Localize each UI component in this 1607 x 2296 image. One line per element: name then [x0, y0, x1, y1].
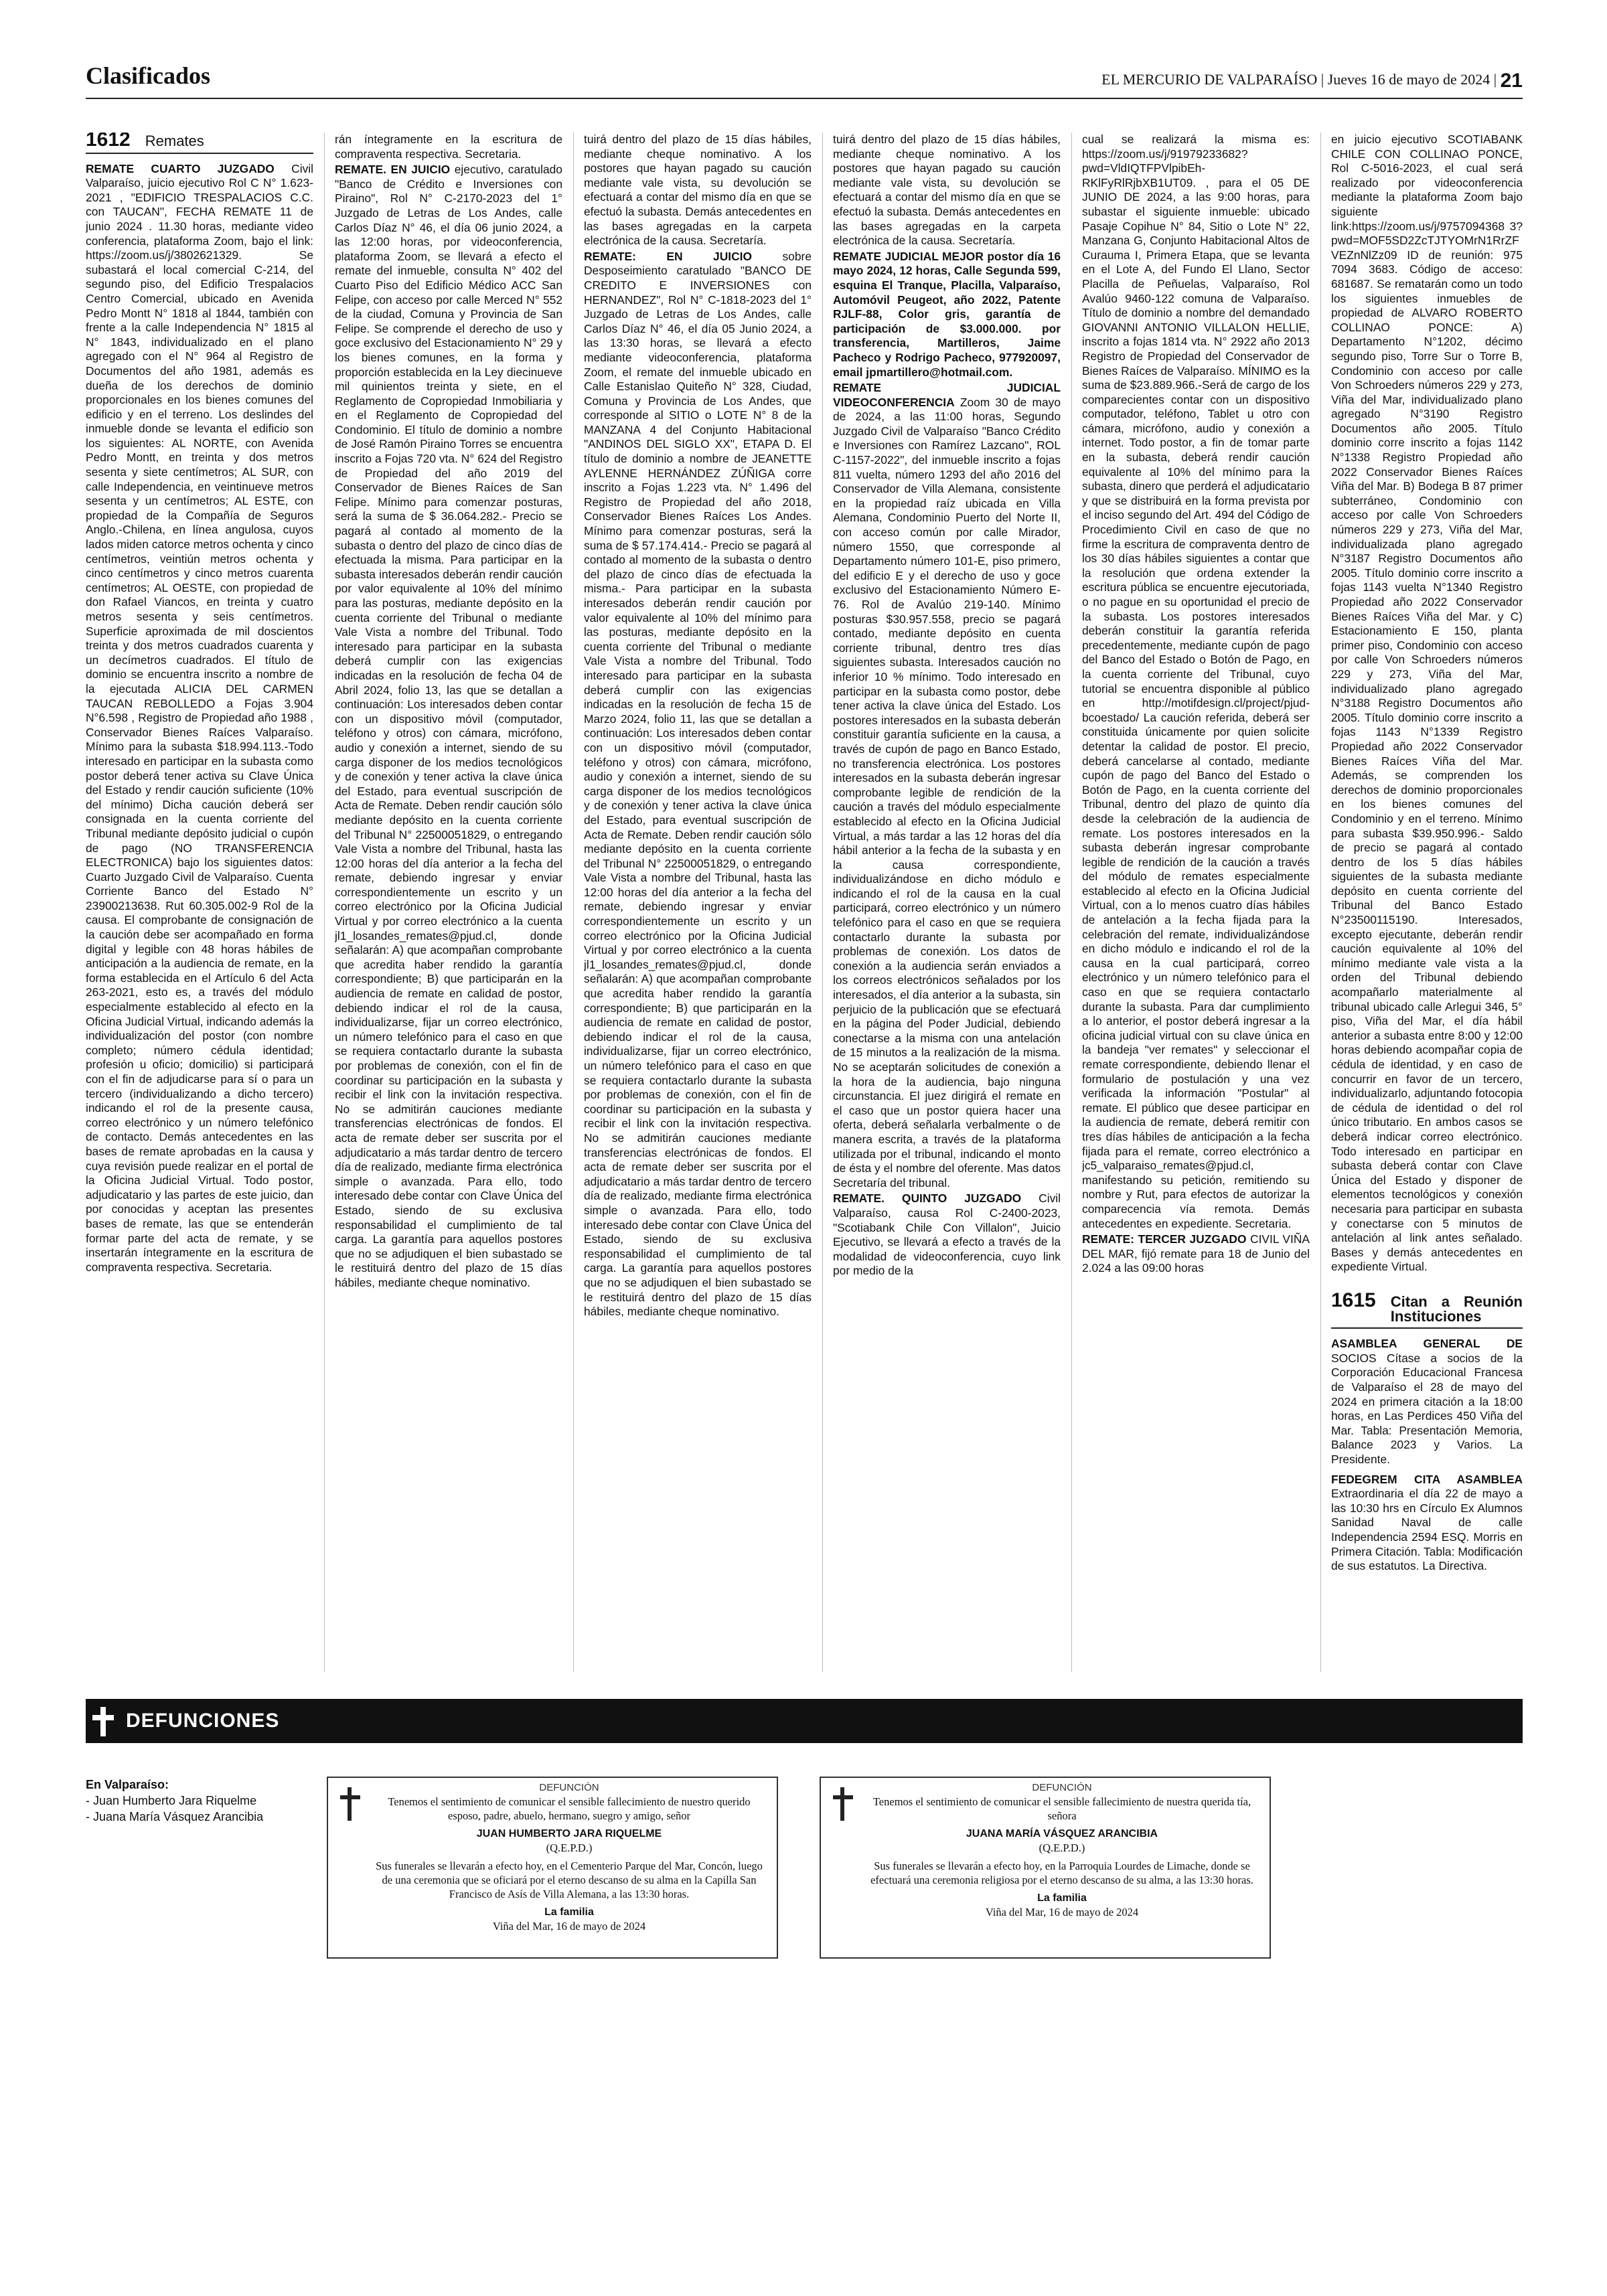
- ad-body: rán íntegramente en la escritura de compraventa respectiva. Secretaria.: [335, 133, 562, 161]
- notice-label: DEFUNCIÓN: [539, 1782, 599, 1793]
- section-name: Remates: [145, 133, 204, 149]
- section-number: 1612: [86, 133, 131, 151]
- classified-ad-continued: [335, 133, 562, 161]
- notice-intro: Tenemos el sentimiento de comunicar el sensible fallecimiento de nuestro querido esposo, padre, abuelo, hermano, suegro y amigo, señor: [388, 1795, 751, 1822]
- column-1: [86, 133, 313, 1672]
- classified-ad: [833, 1192, 1061, 1279]
- column-2: [335, 133, 562, 1672]
- section-title: Clasificados: [86, 62, 211, 89]
- section-number: 1615: [1331, 1289, 1376, 1311]
- ad-body: Civil Valparaíso, causa Rol C-2400-2023, "Scotiabank Chile Con Villalon", Juicio Ejecutivo, se llevará a efecto a través de la modalidad de videoconferencia, cuyo link por medio de la: [833, 1192, 1061, 1278]
- column-3: [584, 133, 812, 1672]
- page-number: 21: [1500, 70, 1523, 92]
- ad-body: cual se realizará la misma es: https://zoom.us/j/91979233682?pwd=VldIQTFPVlpibEh-RKlFyRlRjbXB1UT09. , para el 05 DE JUNIO DE 2024, a las 9:00 horas, para subastar el siguiente inmueble: ubicado Pasaje Copihue N° 84, Sitio o Lote N° 22, Manzana G, Conjunto Habitacional Altos de Curaumа I, Primera Etapa, que se levanta en el Lote A, del Fundo El Llano, Sector Placilla de Peñuelas, Valparaíso, Rol Avalúo 9460-122 comuna de Valparaíso. Título de dominio a nombre del demandado GIOVANNI ANTONIO VILLALON HELLIE, inscrito a fojas 1814 vta. N° 2922 año 2013 Registro de Propiedad del Conservador de Bienes Raíces de Valparaíso. MÍNIMO es la suma de $23.889.966.-Será de cargo de los comparecientes contar con un dispositivo computador, teléfono, Tablet u otro con cámara, micrófono, audio y conexión a internet. Todo postor, a fin de tomar parte en la subasta, deberá rendir caución equivalente al 10% del mínimo para la subasta, dinero que perderá el adjudicatario y que se distribuirá en la forma prevista por el inciso segundo del Art. 494 del Código de Procedimiento Civil en caso de que no firme la escritura de compraventa dentro de los 30 días hábiles siguientes a contar que la resolución que ordena extender la escritura pública se encuentre ejecutoriada, o no pague en su oportunidad el precio de la subasta. Los postores interesados deberán constituir la garantía referida precedentemente, mediante cupón de pago del Banco del Estado o Botón de Pago, en la cuenta corriente del Tribunal, cuyo tutorial se encuentra disponible al público en http://motifdesign.cl/project/pjud-bcoestado/ La caución referida, deberá ser constituida únicamente por quien solicite detentar la calidad de postor. El precio, deberá cancelarse al contado, mediante cupón de pago del Banco del Estado o Botón de Pago, en la cuenta corriente del Tribunal, dentro del plazo de quinto día desde la celebración de la audiencia de remate. Los postores interesados en la subasta deberán ingresar comprobante legible de rendición de la caución a través del módulo de remates especialmente establecido al efecto en la Oficina Judicial Virtual, con a lo menos cuatro días hábiles de antelación a la fecha fijada para la celebración del remate, individualizándose en dicho módulo e indicando el rol de la causa en la cual participará, correo electrónico y un número telefónico para el caso en que se requiera contactarlo durante la subasta. Para dar cumplimiento a lo anterior, el postor deberá ingresar a la oficina judicial virtual con su clave única en la bandeja "ver remates" y seleccionar el remate correspondiente, debiendo llenar el formulario de postulación y una vez verificada la información "Postular" al remate. El público que desee participar en la audiencia de remate, deberá remitir con tres días hábiles de anticipación a la fecha fijada para el remate, correo electrónico a jc5_valparaiso_remates@pjud.cl, manifestando su petición, remitiendo su nombre y Rut, para efectos de autorizar la comparecencia vía remota. Demás antecedentes en expediente. Secretaria.: [1082, 133, 1310, 1230]
- newspaper-page: [86, 58, 1523, 1933]
- citation-ad: [1331, 1473, 1523, 1574]
- notice-place-date: Viña del Mar, 16 de mayo de 2024: [985, 1906, 1139, 1918]
- ad-headline: FEDEGREM CITA ASAMBLEA: [1331, 1472, 1523, 1486]
- ad-body: tuirá dentro del plazo de 15 días hábiles, mediante cheque nominativo. A los postores que hayan pagado su caución mediante vale vista, su devolución se efectuará a contar del mismo día en que se efectuó la subasta. Demás antecedentes en las bases agregadas en la carpeta electrónica de la causa. Secretaría.: [584, 133, 812, 248]
- column-divider: [324, 133, 325, 1672]
- defunciones-title: DEFUNCIONES: [126, 1710, 280, 1732]
- section-1615-header: [1331, 1289, 1523, 1329]
- notice-intro: Tenemos el sentimiento de comunicar el sensible fallecimiento de nuestra querida tía, señora: [872, 1795, 1251, 1822]
- deceased-name: - Juana María Vásquez Arancibia: [86, 1810, 264, 1823]
- column-divider: [1071, 133, 1072, 1672]
- ad-headline: REMATE: TERCER JUZGADO: [1082, 1232, 1247, 1246]
- section-1612-header: [86, 133, 313, 154]
- paper-name-date: EL MERCURIO DE VALPARAÍSO | Jueves 16 de mayo de 2024 |: [1101, 71, 1497, 88]
- ad-body: ejecutivo, caratulado "Banco de Crédito e Inversiones con Piraino", Rol N° C-2170-2023 del 1° Juzgado de Letras de Los Andes, calle Carlos Díaz N° 46, el día 06 junio 2024, a las 12:00 horas, por videoconferencia, plataforma Zoom, se llevará a efecto el remate del inmueble, consulta N° 402 del Cuarto Piso del Edificio Médico ACC San Felipe, con acceso por calle Merced N° 552 de la ciudad, Comuna y Provincia de San Felipe. Se comprende el derecho de uso y goce exclusivo del Estacionamiento N° 29 y los bienes comunes, en la forma y proporción establecida en la Ley diecinueve mil quinientos treinta y siete, en el Reglamento de Copropiedad Inmobiliaria y en el Reglamento de Copropiedad del Condominio. El título de dominio a nombre de José Ramón Piraino Torres se encuentra inscrito a Fojas 720 vta. N° 624 del Registro de Propiedad del año 2019 del Conservador de Bienes Raíces de San Felipe. Mínimo para comenzar posturas, será la suma de $ 36.064.282.- Precio se pagará al contado al momento de la subasta o dentro del plazo de cinco días de efectuada la misma. Para participar en la subasta interesados deberán rendir caución por valor equivalente al 10% del mínimo para las posturas, mediante depósito en la cuenta corriente del Tribunal o mediante Vale Vista a nombre del Tribunal. Todo interesado para participar en la subasta deberá cumplir con las exigencias indicadas en la resolución de fecha 04 de Abril 2024, folio 13, las que se detallan a continuación: Los interesados deben contar con un dispositivo móvil (computador, teléfono y otros) con cámara, micrófono, audio y conexión a internet, siendo de su carga disponer de los medios tecnológicos y de conexión y tener activa la clave única del Estado, para eventual suscripción de Acta de Remate. Deben rendir caución sólo mediante depósito en la cuenta corriente del Tribunal N° 22500051829, o entregando Vale Vista a nombre del Tribunal, hasta las 12:00 horas del día anterior a la fecha del remate, debiendo ingresar y enviar correspondientemente un escrito y un correo electrónico por la Oficina Judicial Virtual y por correo electrónico a la cuenta jl1_losandes_remates@pjud.cl, donde señalarán: A) que acompañan comprobante que acredita haber rendido la garantía correspondiente; B) que participarán en la audiencia de remate en calidad de postor, debiendo indicar el rol de la causa, individualizarse, fijar un correo electrónico, un número telefónico para el caso en que se requiera contactarlo durante la subasta por problemas de conexión, con el fin de coordinar su participación en la subasta y recibir el link con la invitación respectiva. No se admitirán cauciones mediante transferencias electrónicas de fondos. El acta de remate deber ser suscrita por el adjudicatario a más tardar dentro de tercero día de realizado, mediante firma electrónica simple o avanzada. Para ello, todo interesado debe contar con Clave Única del Estado, siendo de su exclusiva responsabilidad el cumplimiento de tal carga. La garantía para aquellos postores que no se adjudiquen el bien subastado se le restituirá dentro del plazo de 15 días hábiles, mediante cheque nominativo.: [335, 163, 562, 1289]
- ad-body: en juicio ejecutivo SCOTIABANK CHILE CON COLLINAO PONCE, Rol C-5016-2023, el cual será realizado por videoconferencia mediante la plataforma Zoom bajo siguiente link:https://zoom.us/j/9757094368 3?pwd=MOF5SD2ZcTJTYOMrN1RrZF VEZnNlZz09 ID de reunión: 975 7094 3683. Código de acceso: 681687. Se rematarán como un todo los siguientes inmuebles de propiedad de ALVARO ROBERTO COLLINAO PONCE: A) Departamento N°1202, décimo segundo piso, Torre Sur o Torre B, Condominio con acceso por calle Von Schroeders números 229 y 273, Viña del Mar, individualizado plano agregado N°3190 Registro Documentos año 2005. Título dominio corre inscrito a fojas 1142 N°1338 Registro Propiedad año 2022 Conservador Bienes Raíces Viña del Mar. B) Bodega B 87 primer subterráneo, Condominio con acceso por calle Von Schroeders números 229 y 273, Viña del Mar, individualizada plano agregado N°3187 Registro Documentos año 2005. Título dominio corre inscrito a fojas 1143 vuelta N°1340 Registro Propiedad año 2022 Conservador Bienes Raíces Viña del Mar. y C) Estacionamiento E 150, planta primer piso, Condominio con acceso por calle Von Schroeders números 229 y 273, Viña del Mar, individualizado plano agregado N°3188 Registro Documentos año 2005. Título dominio corre inscrito a fojas 1143 N°1339 Registro Propiedad año 2022 Conservador Bienes Raíces Viña del Mar. Además, se comprenden los derechos de dominio proporcionales en los bienes comunes del Condominio y en el terreno. Mínimo para subasta $39.950.996.- Saldo de precio se pagará al contado dentro de los 5 días hábiles siguientes de la subasta mediante depósito en cuenta corriente del Tribunal del Banco Estado N°23500115190. Interesados, excepto ejecutante, deberán rendir caución equivalente al 10% del mínimo mediante vale vista a la orden del Tribunal debiendo acompañarlo materialmente al tribunal ubicado calle Arlegui 346, 5° piso, Viña del Mar, el día hábil anterior a subasta entre 8:00 y 12:00 horas debiendo acompañar copia de cédula de identidad, y en caso de concurrir en favor de un tercero, individualizarlo, adjuntando fotocopia de cédula de identidad o del rol único tributario. En ambos casos se deberá indicar correo electrónico. Todo interesado en participar en subasta deberá contar con Clave Única del Estado y disponer de elementos tecnológicos y conexión necesaria para participar en subasta y conectarse con 5 minutos de antelación al link antes señalado. Bases y demás antecedentes en expediente Virtual.: [1331, 133, 1523, 1274]
- citation-ad: [1331, 1337, 1523, 1467]
- column-divider: [1320, 133, 1321, 1672]
- classified-ad-continued: [1331, 133, 1523, 1284]
- death-notice: [820, 1777, 1271, 1959]
- notice-signature: La familia: [544, 1906, 594, 1918]
- classified-ad: [833, 381, 1061, 1190]
- classified-ad-continued: [1082, 133, 1310, 1231]
- column-divider: [822, 133, 823, 1672]
- ad-headline: REMATE. EN JUICIO: [335, 163, 451, 177]
- column-5: [1082, 133, 1310, 1672]
- deceased-list: [86, 1777, 313, 1825]
- ad-headline: REMATE JUDICIAL MEJOR postor día 16 mayo 2024, 12 horas, Calle Segunda 599, esquina El Tranque, Placilla, Valparaíso, Automóvil Peugeot, año 2022, Patente RJLF-88, Color gris, garantía de participación de $3.000.000. por transferencia, Martilleros, Jaime Pacheco y Rodrigo Pacheco, 977920097, email jpmartillero@hotmail.com.: [833, 249, 1061, 379]
- notice-signature: La familia: [1037, 1892, 1087, 1904]
- defunciones-banner: [86, 1699, 1523, 1743]
- ad-body: CIVIL VIÑA DEL MAR, fijó remate para 18 de Junio del 2.024 a las 09:00 horas: [1082, 1232, 1310, 1275]
- deceased-city: En Valparaíso:: [86, 1778, 169, 1791]
- paper-dateline: [1101, 67, 1523, 90]
- ad-headline: REMATE. QUINTO JUZGADO: [833, 1192, 1022, 1206]
- ad-headline: REMATE: EN JUICIO: [584, 249, 753, 263]
- notice-deceased-name: JUANA MARÍA VÁSQUEZ ARANCIBIA: [966, 1828, 1158, 1839]
- cross-icon: [339, 1787, 362, 1821]
- classified-ad: [86, 162, 313, 1275]
- masthead: [86, 58, 1523, 99]
- ad-headline: ASAMBLEA GENERAL DE: [1331, 1337, 1523, 1351]
- ad-body: Extraordinaria el día 22 de mayo a las 10:30 hrs en Círculo Ex Alumnos Sanidad Naval de calle Independencia 2594 ESQ. Morris en Primera Citación. Tabla: Modificación de sus estatutos. La Directiva.: [1331, 1487, 1523, 1573]
- notice-qepd: (Q.E.P.D.): [1039, 1841, 1085, 1854]
- column-4: [833, 133, 1061, 1672]
- notice-place-date: Viña del Mar, 16 de mayo de 2024: [492, 1920, 646, 1933]
- ad-body: sobre Desposeimiento caratulado "BANCO DE CREDITO E INVERSIONES con HERNANDEZ", Rol N° C-1818-2023 del 1° Juzgado de Letras de Los Andes, calle Carlos Díaz N° 46, el día 05 Junio 2024, a las 13:30 horas, se llevará a efecto mediante videoconferencia, plataforma Zoom, el remate del inmueble ubicado en Calle Estanislao Quiteño N° 328, Ciudad, Comuna y Provincia de Los Andes, que corresponde al SITIO o LOTE N° 8 de la MANZANA 4 del Conjunto Habitacional "ANDINOS DEL SIGLO XX", ETAPA D. El título de dominio a nombre de JEANETTE AYLENNE HERNÁNDEZ ZÚÑIGA corre inscrito a Fojas 1.223 vta. N° 1.496 del Registro de Propiedad del año 2018, Conservador Bienes Raíces Los Andes. Mínimo para comenzar posturas, será la suma de $ 57.174.414.- Precio se pagará al contado al momento de la subasta o dentro del plazo de cinco días de efectuada la misma.- Para participar en la subasta interesados deberán rendir caución por valor equivalente al 10% del mínimo para las posturas, mediante depósito en la cuenta corriente del Tribunal o mediante Vale Vista a nombre del Tribunal. Todo interesado para participar en la subasta deberá cumplir con las exigencias indicadas en la resolución de fecha 15 de Marzo 2024, folio 11, las que se detallan a continuación: Los interesados deben contar con un dispositivo móvil (computador, teléfono y otros) con cámara, micrófono, audio y conexión a internet, siendo de su carga disponer de los medios tecnológicos y de conexión y tener activa la clave única del Estado, para eventual suscripción de Acta de Remate. Deben rendir caución sólo mediante depósito en la cuenta corriente del Tribunal N° 22500051829, o entregando Vale Vista a nombre del Tribunal, hasta las 12:00 horas del día anterior a la fecha del remate, debiendo ingresar y enviar correspondientemente un escrito y un correo electrónico por la Oficina Judicial Virtual y por correo electrónico a la cuenta jl1_losandes_remates@pjud.cl, donde señalarán: A) que acompañan comprobante que acredita haber rendido la garantía correspondiente; B) que participarán en la audiencia de remate en calidad de postor, debiendo indicar el rol de la causa, individualizarse, fijar un correo electrónico, un número telefónico para el caso en que se requiera contactarlo durante la subasta por problemas de conexión, con el fin de coordinar su participación en la subasta y recibir el link con la invitación respectiva. No se admitirán cauciones mediante transferencias electrónicas de fondos. El acta de remate deber ser suscrita por el adjudicatario a más tardar dentro de tercero día de realizado, mediante firma electrónica simple o avanzada. Para ello, todo interesado debe contar con Clave Única del Estado, siendo de su exclusiva responsabilidad el cumplimiento de tal carga. La garantía para aquellos postores que no se adjudiquen el bien subastado se le restituirá dentro del plazo de 15 días hábiles, mediante cheque nominativo.: [584, 249, 812, 1319]
- classified-ad: [584, 250, 812, 1319]
- column-6: [1331, 133, 1523, 1672]
- section-name: Citan a Reunión Instituciones: [1390, 1293, 1523, 1325]
- cross-icon: [86, 1699, 126, 1743]
- notice-label: DEFUNCIÓN: [1032, 1782, 1092, 1793]
- ad-headline: REMATE CUARTO JUZGADO: [86, 161, 275, 175]
- deceased-name: - Juan Humberto Jara Riquelme: [86, 1794, 257, 1807]
- notice-body: Sus funerales se llevarán a efecto hoy, en la Parroquia Lourdes de Limache, donde se efectuará una ceremonia religiosa por el eterno descanso de su alma, a las 13:30 horas.: [870, 1860, 1253, 1886]
- classified-ad: [1082, 1232, 1310, 1276]
- cross-icon: [832, 1787, 854, 1821]
- ad-headline: REMATE JUDICIAL VIDEOCONFERENCIA: [833, 381, 1061, 409]
- classified-columns: [86, 133, 1523, 1672]
- classified-ad: [335, 163, 562, 1290]
- notice-deceased-name: JUAN HUMBERTO JARA RIQUELME: [476, 1828, 662, 1839]
- notice-qepd: (Q.E.P.D.): [546, 1841, 593, 1854]
- death-notice: [327, 1777, 778, 1959]
- classified-ad-continued: [584, 133, 812, 248]
- classified-ad-continued: [833, 133, 1061, 248]
- column-divider: [573, 133, 574, 1672]
- notice-body: Sus funerales se llevarán a efecto hoy, en el Cementerio Parque del Mar, Concón, luego de una ceremonia que se oficiará por el eterno descanso de su alma en la Capilla San Francisco de Asís de Villa Alemana, a las 13:30 horas.: [376, 1860, 763, 1900]
- ad-body: tuirá dentro del plazo de 15 días hábiles, mediante cheque nominativo. A los postores que hayan pagado su caución mediante vale vista, su devolución se efectuará a contar del mismo día en que se efectuó la subasta. Demás antecedentes en las bases agregadas en la carpeta electrónica de la causa. Secretaría.: [833, 133, 1061, 248]
- ad-body: SOCIOS Cítase a socios de la Corporación Educacional Francesa de Valparaíso el 28 de mayo del 2024 en primera citación a la 18:00 horas, en Las Perdices 450 Viña del Mar. Tabla: Presentación Memoria, Balance 2023 y Varios. La Presidente.: [1331, 1351, 1523, 1466]
- classified-ad: [833, 250, 1061, 380]
- ad-body: Zoom 30 de mayo de 2024, a las 11:00 horas, Segundo Juzgado Civil de Valparaíso "Banco Crédito e Inversiones con Ramírez Lazcano", ROL C-1157-2022", del inmueble inscrito a fojas 811 vuelta, número 1293 del año 2016 del Conservador de Villa Alemana, consistente en la propiedad raíz ubicada en Villa Alemana, Condominio Puerto del Norte II, con acceso común por calle Mirador, número 1550, que corresponde al Departamento número 101-E, piso primero, del edificio E y el derecho de uso y goce exclusivo del Estacionamiento Número E-76. Rol de Avalúo 219-140. Mínimo posturas $30.957.558, precio se pagará contado, mediante depósito en cuenta corriente tribunal, dentro tres días siguientes subasta. Interesados caución no inferior 10 % mínimo. Todo interesado en participar en la subasta como postor, debe tener activa la clave única del Estado. Los postores interesados en la subasta deberán constituir garantía suficiente en la causa, a través de cupón de pago en Banco Estado, no transferencia electrónica. Los postores interesados en la subasta deberán ingresar comprobante legible de rendición de la caución a través del módulo especialmente establecido al efecto en la Oficina Judicial Virtual, a más tardar a las 12 horas del día hábil anterior a la fecha de la subasta y en la causa correspondiente, individualizándose en dicho módulo e indicando el rol de la causa en la cual participará, correo electrónico y un número telefónico para el caso en que se requiera contactarlo durante la subasta por problemas de conexión. Los datos de conexión a la audiencia serán enviados a los correos electrónicos señalados por los interesados, el día anterior a la subasta, sin perjuicio de la publicación que se efectuará en la página del Poder Judicial, debiendo conectarse a la misma con una antelación de 15 minutos a la realización de la misma. No se aceptarán solicitudes de conexión a la hora de la audiencia, bajo ninguna circunstancia. El juez dirigirá el remate en el caso que un postor quiera hacer una oferta, deberá señalarla verbalmente o de manera escrita, a través de la plataforma utilizada por el tribunal, indicando el monto de ésta y el nombre del oferente. Mas datos Secretaría del tribunal.: [833, 395, 1061, 1190]
- ad-body: Civil Valparaíso, juicio ejecutivo Rol C N° 1.623-2021 , "EDIFICIO TRESPALACIOS C.C. con TAUCAN", FECHA REMATE 11 de junio 2024 . 11.30 horas, mediante video conferencia, plataforma Zoom, bajo el link: https://zoom.us/j/3802621329. Se subastará el local comercial C-214, del segundo piso, del Edificio Trespalacios Centro Comercial, ubicado en Avenida Pedro Montt N° 1818 al 1844, también con frente a la calle Independencia N° 1815 al N° 1843, individualizado en el plano agregado con el N° 964 al Registro de Documentos del año 1981, además es dueña de los derechos de dominio proporcionales en los bienes comunes del edificio y en el terreno. Los deslindes del inmueble donde se levanta el edificio son los siguientes: AL NORTE, con Avenida Pedro Montt, en treinta y dos metros sesenta y siete centímetros; AL SUR, con calle Independencia, en veintinueve metros sesenta y un centímetros; AL ESTE, con propiedad de la Compañía de Seguros Anglo.-Chilena, en línea angulosa, cuyos lados miden catorce metros ochenta y cinco centímetros, veintiún metros ochenta y cinco centímetros y cinco metros cuarenta centímetros; AL OESTE, con propiedad de don Rafael Viancos, en treinta y cuatro metros sesenta y seis centímetros. Superficie aproximada de mil doscientos treinta y dos metros cuadrados cuarenta y un decímetros cuadrados. El título de dominio se encuentra inscrito a nombre de la ejecutada ALICIA DEL CARMEN TAUCAN REBOLLEDO a Fojas 3.904 N°6.598 , Registro de Propiedad año 1988 , Conservador Bienes Raíces Valparaíso. Mínimo para la subasta $18.994.113.-Todo interesado en participar en la subasta como postor deberá tener activa su Clave Única del Estado y rendir caución suficiente (10% del mínimo) Dicha caución deberá ser consignada en la cuenta corriente del Tribunal mediante depósito judicial o cupón de pago (NO TRANSFERENCIA ELECTRONICA) bajo los siguientes datos: Cuarto Juzgado Civil de Valparaíso. Cuenta Corriente Banco del Estado N° 23900213638. Rut 60.305.002-9 Rol de la causa. El comprobante de consignación de la caución debe ser acompañado en forma digital y legible con 48 horas hábiles de anticipación a la audiencia de remate, en la forma establecida en el Artículo 6 del Acta 263-2021, esto es, a través del módulo especialmente establecido al efecto en la Oficina Judicial Virtual, indicando además la individualización del postor (con nombre completo; número cédula identidad; profesión u oficio; domicilio) si participará con el fin de adjudicarse para sí o para un tercero (individualizando a dicho tercero) indicando el rol de la presente causa, correo electrónico y un número telefónico de contacto. Demás antecedentes en las bases de remate aprobadas en la causa y cuya revisión puede realizar en el portal de la Oficina Judicial Virtual. Todo postor, adjudicatario y las partes de este juicio, dan por conocidas y aceptan las presentes bases de remate, las que se entenderán formar parte del acta de remate, y se insertarán íntegramente en la escritura de compraventa respectiva. Secretaria.: [86, 161, 313, 1274]
